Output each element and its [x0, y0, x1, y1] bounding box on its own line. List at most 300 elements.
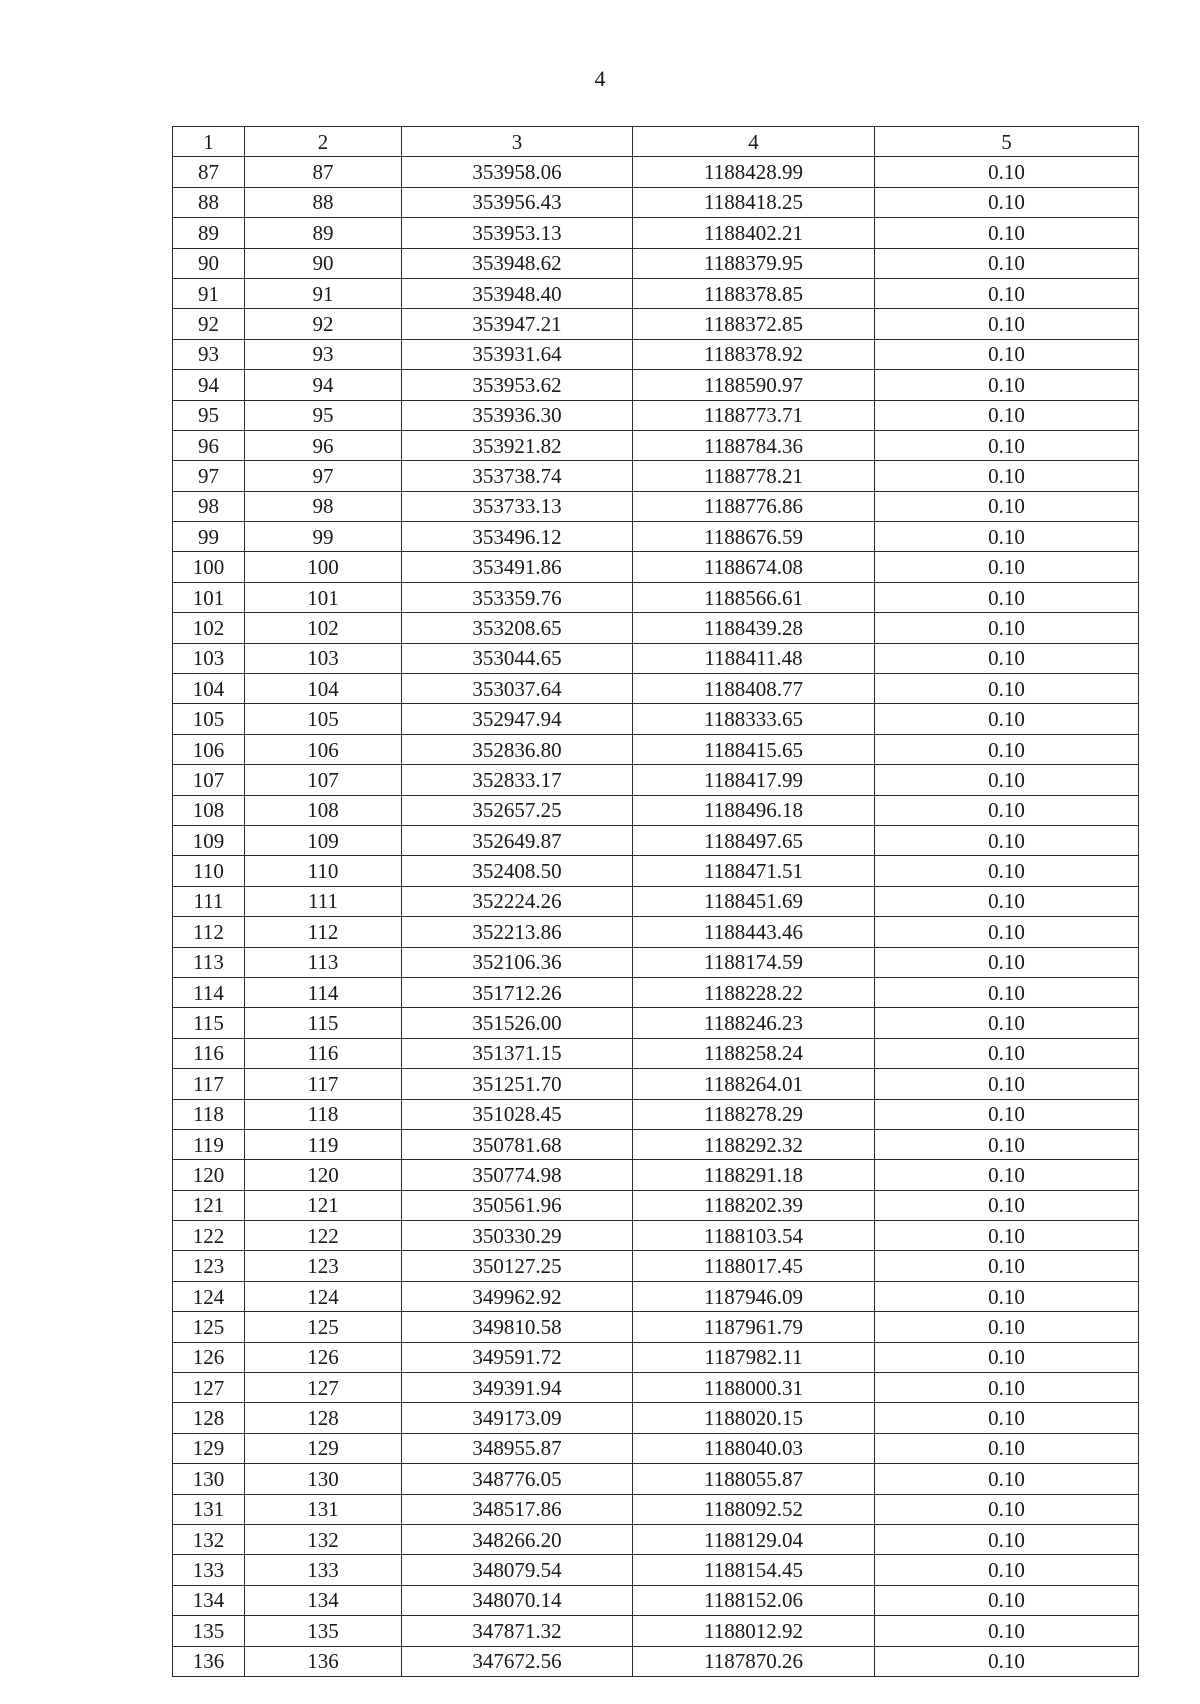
cell-point-number: 116 [173, 1038, 245, 1068]
table-row [173, 1646, 1139, 1676]
table-row [173, 1494, 1139, 1524]
cell-y-coordinate: 1188246.23 [633, 1008, 875, 1038]
table-row [173, 430, 1139, 460]
table-header [173, 127, 1139, 157]
cell-point-id: 136 [245, 1646, 402, 1676]
table-row [173, 1129, 1139, 1159]
table-row [173, 1524, 1139, 1554]
cell-point-number: 111 [173, 886, 245, 916]
cell-x-coordinate: 349391.94 [402, 1373, 633, 1403]
cell-y-coordinate: 1188129.04 [633, 1524, 875, 1554]
table-row [173, 1373, 1139, 1403]
cell-value: 0.10 [875, 187, 1139, 217]
cell-x-coordinate: 351371.15 [402, 1038, 633, 1068]
cell-y-coordinate: 1188103.54 [633, 1221, 875, 1251]
table-row [173, 339, 1139, 369]
cell-point-id: 124 [245, 1281, 402, 1311]
cell-y-coordinate: 1187870.26 [633, 1646, 875, 1676]
cell-value: 0.10 [875, 491, 1139, 521]
cell-point-number: 89 [173, 218, 245, 248]
cell-point-number: 130 [173, 1464, 245, 1494]
cell-y-coordinate: 1188333.65 [633, 704, 875, 734]
cell-point-number: 108 [173, 795, 245, 825]
table-row [173, 248, 1139, 278]
cell-point-number: 104 [173, 674, 245, 704]
cell-y-coordinate: 1188055.87 [633, 1464, 875, 1494]
cell-point-id: 87 [245, 157, 402, 187]
cell-point-number: 129 [173, 1433, 245, 1463]
cell-y-coordinate: 1188451.69 [633, 886, 875, 916]
cell-point-id: 117 [245, 1069, 402, 1099]
cell-value: 0.10 [875, 1281, 1139, 1311]
column-header-1: 1 [173, 127, 245, 157]
cell-value: 0.10 [875, 1646, 1139, 1676]
table-row [173, 1555, 1139, 1585]
cell-point-number: 122 [173, 1221, 245, 1251]
cell-value: 0.10 [875, 613, 1139, 643]
cell-value: 0.10 [875, 248, 1139, 278]
table-row [173, 1251, 1139, 1281]
cell-point-number: 105 [173, 704, 245, 734]
cell-value: 0.10 [875, 400, 1139, 430]
cell-x-coordinate: 350127.25 [402, 1251, 633, 1281]
cell-value: 0.10 [875, 1494, 1139, 1524]
cell-point-number: 128 [173, 1403, 245, 1433]
cell-y-coordinate: 1188471.51 [633, 856, 875, 886]
cell-x-coordinate: 348070.14 [402, 1585, 633, 1615]
cell-point-id: 108 [245, 795, 402, 825]
table-row [173, 886, 1139, 916]
cell-point-id: 123 [245, 1251, 402, 1281]
table-row [173, 1342, 1139, 1372]
cell-value: 0.10 [875, 1099, 1139, 1129]
table-row [173, 613, 1139, 643]
cell-point-id: 112 [245, 917, 402, 947]
cell-point-id: 96 [245, 430, 402, 460]
cell-point-number: 120 [173, 1160, 245, 1190]
cell-point-number: 134 [173, 1585, 245, 1615]
cell-value: 0.10 [875, 1342, 1139, 1372]
cell-point-number: 102 [173, 613, 245, 643]
cell-y-coordinate: 1188012.92 [633, 1616, 875, 1646]
cell-point-number: 132 [173, 1524, 245, 1554]
cell-y-coordinate: 1188778.21 [633, 461, 875, 491]
cell-x-coordinate: 351251.70 [402, 1069, 633, 1099]
cell-x-coordinate: 350561.96 [402, 1190, 633, 1220]
table-row [173, 461, 1139, 491]
table-row [173, 552, 1139, 582]
table-row [173, 1433, 1139, 1463]
cell-y-coordinate: 1188439.28 [633, 613, 875, 643]
cell-x-coordinate: 353208.65 [402, 613, 633, 643]
cell-value: 0.10 [875, 1616, 1139, 1646]
cell-x-coordinate: 352649.87 [402, 825, 633, 855]
cell-x-coordinate: 352833.17 [402, 765, 633, 795]
cell-y-coordinate: 1188784.36 [633, 430, 875, 460]
cell-y-coordinate: 1188418.25 [633, 187, 875, 217]
cell-y-coordinate: 1188000.31 [633, 1373, 875, 1403]
column-header-2: 2 [245, 127, 402, 157]
cell-point-id: 116 [245, 1038, 402, 1068]
cell-y-coordinate: 1188092.52 [633, 1494, 875, 1524]
cell-point-id: 90 [245, 248, 402, 278]
cell-point-number: 100 [173, 552, 245, 582]
table-row [173, 825, 1139, 855]
table-row [173, 1585, 1139, 1615]
cell-value: 0.10 [875, 977, 1139, 1007]
cell-x-coordinate: 352213.86 [402, 917, 633, 947]
cell-x-coordinate: 348776.05 [402, 1464, 633, 1494]
cell-value: 0.10 [875, 157, 1139, 187]
table-row [173, 643, 1139, 673]
cell-y-coordinate: 1188017.45 [633, 1251, 875, 1281]
cell-point-number: 88 [173, 187, 245, 217]
cell-value: 0.10 [875, 1403, 1139, 1433]
cell-point-id: 101 [245, 582, 402, 612]
cell-point-number: 103 [173, 643, 245, 673]
cell-point-number: 98 [173, 491, 245, 521]
cell-value: 0.10 [875, 1524, 1139, 1554]
cell-y-coordinate: 1188379.95 [633, 248, 875, 278]
cell-x-coordinate: 348517.86 [402, 1494, 633, 1524]
cell-y-coordinate: 1187982.11 [633, 1342, 875, 1372]
table-row [173, 674, 1139, 704]
cell-y-coordinate: 1188040.03 [633, 1433, 875, 1463]
cell-x-coordinate: 353738.74 [402, 461, 633, 491]
cell-point-id: 100 [245, 552, 402, 582]
column-header-5: 5 [875, 127, 1139, 157]
cell-x-coordinate: 353359.76 [402, 582, 633, 612]
cell-y-coordinate: 1188372.85 [633, 309, 875, 339]
cell-point-number: 123 [173, 1251, 245, 1281]
cell-value: 0.10 [875, 278, 1139, 308]
cell-point-id: 91 [245, 278, 402, 308]
cell-x-coordinate: 349591.72 [402, 1342, 633, 1372]
cell-point-id: 97 [245, 461, 402, 491]
cell-value: 0.10 [875, 1038, 1139, 1068]
table-row [173, 1099, 1139, 1129]
cell-value: 0.10 [875, 947, 1139, 977]
cell-point-number: 136 [173, 1646, 245, 1676]
cell-x-coordinate: 353953.62 [402, 370, 633, 400]
cell-y-coordinate: 1188773.71 [633, 400, 875, 430]
cell-value: 0.10 [875, 917, 1139, 947]
cell-point-id: 119 [245, 1129, 402, 1159]
cell-point-number: 115 [173, 1008, 245, 1038]
cell-value: 0.10 [875, 552, 1139, 582]
cell-value: 0.10 [875, 339, 1139, 369]
table-row [173, 917, 1139, 947]
table-body [173, 157, 1139, 1677]
cell-value: 0.10 [875, 1373, 1139, 1403]
cell-point-number: 124 [173, 1281, 245, 1311]
cell-x-coordinate: 350330.29 [402, 1221, 633, 1251]
cell-y-coordinate: 1187946.09 [633, 1281, 875, 1311]
table-row [173, 522, 1139, 552]
cell-x-coordinate: 353953.13 [402, 218, 633, 248]
cell-x-coordinate: 352836.80 [402, 734, 633, 764]
cell-value: 0.10 [875, 734, 1139, 764]
cell-value: 0.10 [875, 1160, 1139, 1190]
cell-point-id: 89 [245, 218, 402, 248]
cell-point-id: 126 [245, 1342, 402, 1372]
cell-point-number: 117 [173, 1069, 245, 1099]
cell-point-id: 132 [245, 1524, 402, 1554]
table-row [173, 400, 1139, 430]
cell-x-coordinate: 347871.32 [402, 1616, 633, 1646]
cell-value: 0.10 [875, 643, 1139, 673]
cell-value: 0.10 [875, 1585, 1139, 1615]
cell-value: 0.10 [875, 461, 1139, 491]
cell-value: 0.10 [875, 765, 1139, 795]
cell-y-coordinate: 1188417.99 [633, 765, 875, 795]
cell-point-id: 131 [245, 1494, 402, 1524]
table-row [173, 765, 1139, 795]
cell-x-coordinate: 352947.94 [402, 704, 633, 734]
cell-x-coordinate: 350781.68 [402, 1129, 633, 1159]
cell-x-coordinate: 353948.62 [402, 248, 633, 278]
cell-y-coordinate: 1188292.32 [633, 1129, 875, 1159]
cell-value: 0.10 [875, 218, 1139, 248]
cell-x-coordinate: 353921.82 [402, 430, 633, 460]
cell-x-coordinate: 353733.13 [402, 491, 633, 521]
cell-point-id: 114 [245, 977, 402, 1007]
table-row [173, 1069, 1139, 1099]
cell-x-coordinate: 351028.45 [402, 1099, 633, 1129]
table-row [173, 856, 1139, 886]
cell-x-coordinate: 353948.40 [402, 278, 633, 308]
cell-point-number: 131 [173, 1494, 245, 1524]
cell-point-number: 91 [173, 278, 245, 308]
table-row [173, 977, 1139, 1007]
table-row [173, 704, 1139, 734]
cell-y-coordinate: 1188174.59 [633, 947, 875, 977]
cell-x-coordinate: 353496.12 [402, 522, 633, 552]
table-row [173, 1312, 1139, 1342]
cell-point-id: 102 [245, 613, 402, 643]
cell-point-id: 130 [245, 1464, 402, 1494]
table-row [173, 278, 1139, 308]
coordinates-table [172, 126, 1139, 1677]
cell-point-id: 95 [245, 400, 402, 430]
cell-value: 0.10 [875, 1555, 1139, 1585]
cell-value: 0.10 [875, 1129, 1139, 1159]
cell-y-coordinate: 1188278.29 [633, 1099, 875, 1129]
cell-value: 0.10 [875, 795, 1139, 825]
cell-x-coordinate: 348266.20 [402, 1524, 633, 1554]
cell-x-coordinate: 349810.58 [402, 1312, 633, 1342]
table-row [173, 370, 1139, 400]
page-number: 4 [594, 66, 606, 91]
cell-value: 0.10 [875, 582, 1139, 612]
cell-point-id: 111 [245, 886, 402, 916]
cell-point-number: 101 [173, 582, 245, 612]
cell-point-number: 95 [173, 400, 245, 430]
cell-y-coordinate: 1188676.59 [633, 522, 875, 552]
cell-point-id: 135 [245, 1616, 402, 1646]
table-row [173, 1190, 1139, 1220]
cell-x-coordinate: 349173.09 [402, 1403, 633, 1433]
cell-point-number: 110 [173, 856, 245, 886]
cell-point-id: 94 [245, 370, 402, 400]
cell-value: 0.10 [875, 674, 1139, 704]
cell-x-coordinate: 352408.50 [402, 856, 633, 886]
cell-y-coordinate: 1188152.06 [633, 1585, 875, 1615]
cell-point-number: 90 [173, 248, 245, 278]
cell-point-number: 92 [173, 309, 245, 339]
cell-point-number: 96 [173, 430, 245, 460]
cell-x-coordinate: 351526.00 [402, 1008, 633, 1038]
cell-point-number: 93 [173, 339, 245, 369]
cell-value: 0.10 [875, 886, 1139, 916]
cell-point-number: 118 [173, 1099, 245, 1129]
cell-point-number: 135 [173, 1616, 245, 1646]
table-row [173, 187, 1139, 217]
cell-y-coordinate: 1188202.39 [633, 1190, 875, 1220]
table-row [173, 1160, 1139, 1190]
table-row [173, 1281, 1139, 1311]
cell-y-coordinate: 1188154.45 [633, 1555, 875, 1585]
header-row [173, 127, 1139, 157]
cell-point-number: 112 [173, 917, 245, 947]
cell-x-coordinate: 353958.06 [402, 157, 633, 187]
cell-y-coordinate: 1188378.85 [633, 278, 875, 308]
cell-point-id: 115 [245, 1008, 402, 1038]
cell-x-coordinate: 348079.54 [402, 1555, 633, 1585]
table-row [173, 734, 1139, 764]
cell-y-coordinate: 1188590.97 [633, 370, 875, 400]
cell-point-id: 121 [245, 1190, 402, 1220]
cell-point-number: 113 [173, 947, 245, 977]
cell-point-id: 129 [245, 1433, 402, 1463]
cell-value: 0.10 [875, 522, 1139, 552]
cell-point-number: 107 [173, 765, 245, 795]
cell-point-number: 133 [173, 1555, 245, 1585]
cell-point-id: 93 [245, 339, 402, 369]
table-row [173, 1403, 1139, 1433]
cell-point-id: 134 [245, 1585, 402, 1615]
table-row [173, 582, 1139, 612]
cell-value: 0.10 [875, 825, 1139, 855]
cell-point-number: 109 [173, 825, 245, 855]
table-row [173, 947, 1139, 977]
cell-y-coordinate: 1188378.92 [633, 339, 875, 369]
cell-x-coordinate: 349962.92 [402, 1281, 633, 1311]
cell-y-coordinate: 1188408.77 [633, 674, 875, 704]
table-row [173, 309, 1139, 339]
cell-point-id: 128 [245, 1403, 402, 1433]
cell-value: 0.10 [875, 370, 1139, 400]
cell-point-id: 106 [245, 734, 402, 764]
table-row [173, 1464, 1139, 1494]
cell-point-id: 105 [245, 704, 402, 734]
cell-point-id: 104 [245, 674, 402, 704]
cell-point-id: 107 [245, 765, 402, 795]
cell-point-id: 127 [245, 1373, 402, 1403]
cell-y-coordinate: 1188020.15 [633, 1403, 875, 1433]
cell-x-coordinate: 351712.26 [402, 977, 633, 1007]
table-row [173, 1038, 1139, 1068]
cell-x-coordinate: 347672.56 [402, 1646, 633, 1676]
cell-point-number: 119 [173, 1129, 245, 1159]
cell-point-number: 97 [173, 461, 245, 491]
cell-y-coordinate: 1188291.18 [633, 1160, 875, 1190]
cell-y-coordinate: 1188776.86 [633, 491, 875, 521]
cell-point-id: 92 [245, 309, 402, 339]
cell-y-coordinate: 1188497.65 [633, 825, 875, 855]
cell-value: 0.10 [875, 1190, 1139, 1220]
cell-point-number: 114 [173, 977, 245, 1007]
cell-x-coordinate: 353931.64 [402, 339, 633, 369]
cell-point-id: 122 [245, 1221, 402, 1251]
cell-point-id: 118 [245, 1099, 402, 1129]
column-header-3: 3 [402, 127, 633, 157]
cell-point-id: 110 [245, 856, 402, 886]
cell-point-id: 133 [245, 1555, 402, 1585]
cell-point-number: 106 [173, 734, 245, 764]
cell-point-id: 103 [245, 643, 402, 673]
cell-value: 0.10 [875, 1069, 1139, 1099]
cell-x-coordinate: 348955.87 [402, 1433, 633, 1463]
cell-y-coordinate: 1188566.61 [633, 582, 875, 612]
cell-y-coordinate: 1188411.48 [633, 643, 875, 673]
table-row [173, 1008, 1139, 1038]
cell-point-number: 127 [173, 1373, 245, 1403]
cell-y-coordinate: 1188264.01 [633, 1069, 875, 1099]
cell-point-id: 98 [245, 491, 402, 521]
cell-y-coordinate: 1188428.99 [633, 157, 875, 187]
cell-point-number: 99 [173, 522, 245, 552]
cell-point-id: 120 [245, 1160, 402, 1190]
cell-x-coordinate: 353037.64 [402, 674, 633, 704]
cell-value: 0.10 [875, 1312, 1139, 1342]
table-row [173, 1221, 1139, 1251]
cell-point-id: 125 [245, 1312, 402, 1342]
cell-x-coordinate: 352657.25 [402, 795, 633, 825]
cell-x-coordinate: 350774.98 [402, 1160, 633, 1190]
cell-x-coordinate: 353491.86 [402, 552, 633, 582]
cell-point-id: 99 [245, 522, 402, 552]
cell-x-coordinate: 352106.36 [402, 947, 633, 977]
column-header-4: 4 [633, 127, 875, 157]
cell-value: 0.10 [875, 1433, 1139, 1463]
cell-value: 0.10 [875, 1251, 1139, 1281]
cell-value: 0.10 [875, 1464, 1139, 1494]
cell-value: 0.10 [875, 856, 1139, 886]
cell-y-coordinate: 1188228.22 [633, 977, 875, 1007]
cell-point-number: 121 [173, 1190, 245, 1220]
cell-y-coordinate: 1188443.46 [633, 917, 875, 947]
cell-point-id: 109 [245, 825, 402, 855]
cell-y-coordinate: 1188415.65 [633, 734, 875, 764]
cell-point-id: 88 [245, 187, 402, 217]
table-row [173, 795, 1139, 825]
table-row [173, 218, 1139, 248]
cell-value: 0.10 [875, 430, 1139, 460]
cell-value: 0.10 [875, 1221, 1139, 1251]
cell-point-number: 125 [173, 1312, 245, 1342]
cell-x-coordinate: 353947.21 [402, 309, 633, 339]
cell-y-coordinate: 1187961.79 [633, 1312, 875, 1342]
cell-y-coordinate: 1188402.21 [633, 218, 875, 248]
cell-y-coordinate: 1188674.08 [633, 552, 875, 582]
cell-y-coordinate: 1188496.18 [633, 795, 875, 825]
cell-x-coordinate: 353936.30 [402, 400, 633, 430]
cell-y-coordinate: 1188258.24 [633, 1038, 875, 1068]
cell-value: 0.10 [875, 1008, 1139, 1038]
cell-x-coordinate: 352224.26 [402, 886, 633, 916]
cell-value: 0.10 [875, 704, 1139, 734]
